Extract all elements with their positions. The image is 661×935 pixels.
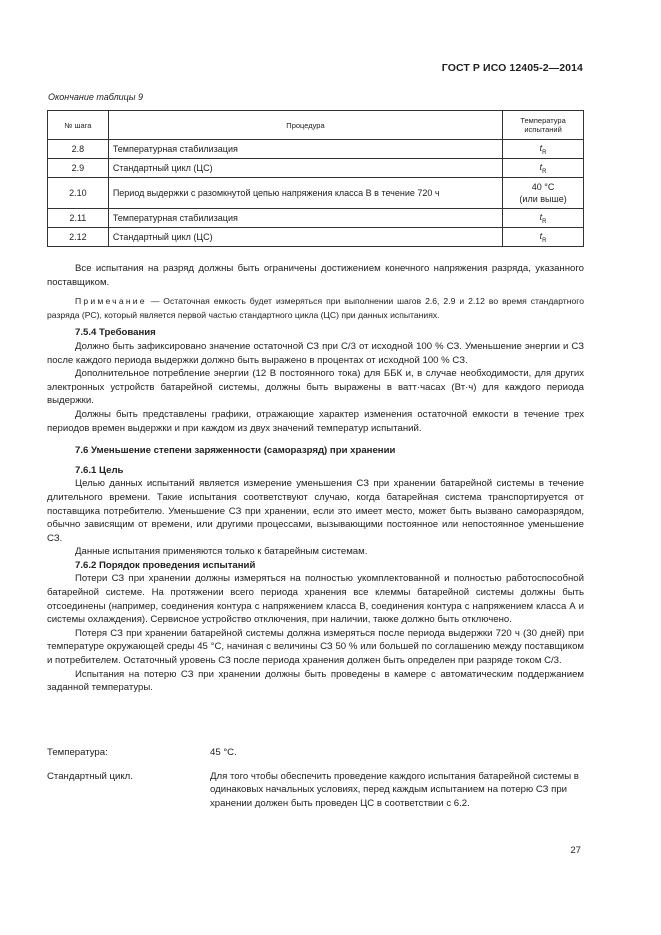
document-header: ГОСТ Р ИСО 12405-2—2014 <box>441 62 583 74</box>
paragraph: Потери СЗ при хранении должны измеряться на полностью укомплектованной и полностью работоспособной батарейной системе. На протяжении всего периода хранения все клеммы батарейной системы должны быть отсоединены (например, соединения контура с напряжением класса В, соединения контура с напряжением класса А и системы охлаждения). Сервисное устройство отключения, при наличии, также должно быть отключено. <box>47 573 584 626</box>
temp-cell <box>503 159 584 178</box>
paragraph: Данные испытания применяются только к батарейным системам. <box>75 546 368 558</box>
temp-cell <box>503 209 584 228</box>
note <box>47 295 584 322</box>
step-cell: 2.11 <box>48 209 109 228</box>
section-heading-7-6: 7.6 Уменьшение степени заряженности (саморазряд) при хранении <box>75 445 396 457</box>
temp-value: 40 °С <box>531 182 555 192</box>
section-heading-7-5-4: 7.5.4 Требования <box>75 327 156 339</box>
temp-symbol: t <box>539 142 543 153</box>
step-cell: 2.8 <box>48 140 109 159</box>
procedure-cell: Стандартный цикл (ЦС) <box>108 159 502 178</box>
col-temp-header: Температура испытаний <box>503 111 584 140</box>
definition-term: Температура: <box>47 747 108 758</box>
temp-cell <box>503 178 584 209</box>
table-header-row <box>48 111 584 140</box>
table-caption: Окончание таблицы 9 <box>48 92 143 102</box>
temp-value-note: (или выше) <box>519 194 567 204</box>
section-heading-7-6-2: 7.6.2 Порядок проведения испытаний <box>75 559 256 571</box>
temp-cell <box>503 140 584 159</box>
temp-symbol: t <box>539 230 543 241</box>
note-text: — Остаточная емкость будет измеряться при выполнении шагов 2.6, 2.9 и 2.12 во время стандартного разряда (РС), который является первой частью стандартного цикла (ЦС) при данных испытаниях. <box>47 296 584 320</box>
procedure-cell: Период выдержки с разомкнутой цепью напряжения класса В в течение 720 ч <box>108 178 502 209</box>
table-row <box>48 209 584 228</box>
definition-term: Стандартный цикл. <box>47 770 133 782</box>
procedure-cell: Температурная стабилизация <box>108 209 502 228</box>
procedure-cell: Стандартный цикл (ЦС) <box>108 228 502 247</box>
definition-row <box>47 770 584 811</box>
temp-subscript: R <box>542 168 547 175</box>
temp-subscript: R <box>542 237 547 244</box>
step-cell: 2.10 <box>48 178 109 209</box>
table-9 <box>47 110 584 247</box>
definition-list <box>47 746 584 820</box>
step-cell: 2.9 <box>48 159 109 178</box>
note-label: Примечание <box>75 296 147 307</box>
page-number: 27 <box>570 845 581 856</box>
col-procedure-header: Процедура <box>108 111 502 140</box>
definition-row <box>47 746 584 760</box>
paragraph: Должно быть зафиксировано значение остаточной СЗ при С/3 от исходной 100 % СЗ. Уменьшение энергии и СЗ после каждого периода выдержки должно быть выражено в процентах от исходной 100 % СЗ. <box>47 340 584 366</box>
procedure-cell: Температурная стабилизация <box>108 140 502 159</box>
definition-value: 45 °С. <box>210 747 237 758</box>
paragraph: Целью данных испытаний является измерение уменьшения СЗ при хранении батарейной системы в течение длительного времени. Такие испытания соответствуют случаю, когда батарейная система транспортируется от поставщика потребителю. Уменьшение СЗ при хранении, если это имеет место, может быть вызвано саморазрядом, обычно зависящим от времени, или другими процессами, вызывающими постоянное или непостоянное уменьшение СЗ. <box>47 478 584 544</box>
temp-subscript: R <box>542 149 547 156</box>
paragraph: Дополнительное потребление энергии (12 В постоянного тока) для ББК и, в случае необходимости, для других электронных устройств батарейной системы, должны быть выражены в ватт·часах (Вт·ч) для каждого периода выдержки. <box>47 368 584 407</box>
section-heading-7-6-1: 7.6.1 Цель <box>75 464 124 476</box>
table-row <box>48 228 584 247</box>
temp-subscript: R <box>542 218 547 225</box>
paragraph: Испытания на потерю СЗ при хранении должны быть проведены в камере с автоматическим поддержанием заданной температуры. <box>47 668 584 694</box>
table-row <box>48 159 584 178</box>
definition-value: Для того чтобы обеспечить проведение каждого испытания батарейной системы в одинаковых начальных условиях, перед каждым испытанием на потерю СЗ при хранении должен быть проведен ЦС в соответствии с 6.2. <box>210 770 579 809</box>
temp-symbol: t <box>539 161 543 172</box>
step-cell: 2.12 <box>48 228 109 247</box>
body-text <box>47 262 584 695</box>
temp-cell <box>503 228 584 247</box>
paragraph: Все испытания на разряд должны быть ограничены достижением конечного напряжения разряда, указанного поставщиком. <box>47 263 584 288</box>
paragraph: Должны быть представлены графики, отражающие характер изменения остаточной емкости в течение трех периодов времен выдержки и при каждом из двух значений температур испытаний. <box>47 408 584 434</box>
table-row <box>48 178 584 209</box>
table-row <box>48 140 584 159</box>
col-step-header: № шага <box>48 111 109 140</box>
paragraph: Потеря СЗ при хранении батарейной системы должна измеряться после периода выдержки 720 ч (30 дней) при температуре окружающей среды 45 °С, начиная с величины СЗ 50 % или большей по соглашению между поставщиком и потребителем. Остаточный уровень СЗ после периода хранения должен быть определен при разряде током С/3. <box>47 627 584 667</box>
temp-symbol: t <box>539 211 543 222</box>
